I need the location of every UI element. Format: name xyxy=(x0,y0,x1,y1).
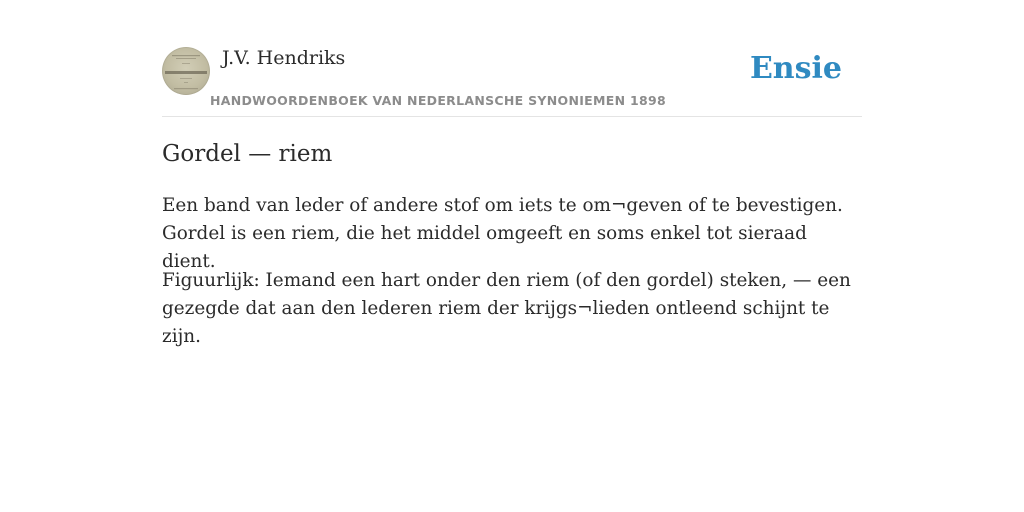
page xyxy=(162,0,862,512)
entry-header xyxy=(162,0,862,117)
book-cover-icon xyxy=(162,47,210,95)
author-name[interactable]: J.V. Hendriks xyxy=(222,47,346,69)
definition-paragraph: Een band van leder of andere stof om iets te om¬geven of te bevestigen. Gordel is een riem, die het middel omgeeft en soms enkel tot sieraad dient. xyxy=(162,195,843,272)
figurative-paragraph: Figuurlijk: Iemand een hart onder den riem (of den gordel) steken, — een gezegde dat aan den lederen riem der krijgs¬lieden ontleend schijnt te zijn. xyxy=(162,270,851,347)
source-title[interactable]: HANDWOORDENBOEK VAN NEDERLANSCHE SYNONIEMEN 1898 xyxy=(210,93,667,108)
entry-title: Gordel — riem xyxy=(162,141,333,167)
brand-logo[interactable]: Ensie xyxy=(749,51,842,86)
book-cover-avatar[interactable] xyxy=(162,47,210,95)
